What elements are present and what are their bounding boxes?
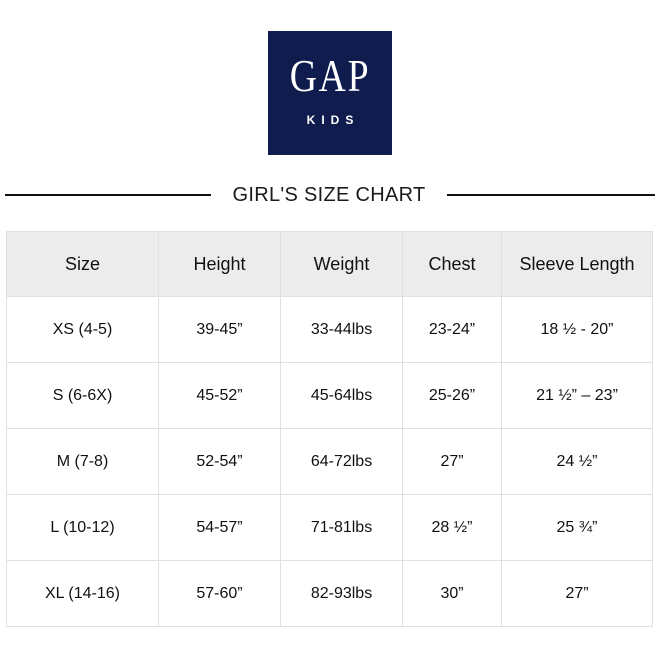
cell-size: XS (4-5): [7, 297, 159, 363]
table-header-row: [7, 232, 653, 297]
cell-chest: 27”: [403, 429, 502, 495]
header-height: Height: [159, 232, 281, 297]
page-title: GIRL'S SIZE CHART: [232, 184, 426, 206]
table-row: [7, 297, 653, 363]
gap-kids-logo: [268, 31, 392, 155]
logo-brand-text: GAP: [289, 50, 371, 101]
cell-weight: 64-72lbs: [281, 429, 403, 495]
size-chart-table: [6, 231, 653, 627]
cell-weight: 45-64lbs: [281, 363, 403, 429]
cell-height: 39-45”: [159, 297, 281, 363]
cell-sleeve-length: 27”: [502, 561, 653, 627]
logo-sub-text: KIDS: [306, 113, 360, 127]
cell-chest: 30”: [403, 561, 502, 627]
cell-size: XL (14-16): [7, 561, 159, 627]
header-size: Size: [7, 232, 159, 297]
table-row: [7, 495, 653, 561]
cell-chest: 23-24”: [403, 297, 502, 363]
cell-sleeve-length: 24 ½”: [502, 429, 653, 495]
cell-height: 52-54”: [159, 429, 281, 495]
cell-weight: 71-81lbs: [281, 495, 403, 561]
cell-weight: 33-44lbs: [281, 297, 403, 363]
header-sleeve-length: Sleeve Length: [502, 232, 653, 297]
cell-height: 57-60”: [159, 561, 281, 627]
table-row: [7, 561, 653, 627]
title-row: [0, 182, 660, 208]
cell-sleeve-length: 25 ¾”: [502, 495, 653, 561]
cell-height: 54-57”: [159, 495, 281, 561]
table-row: [7, 429, 653, 495]
cell-size: S (6-6X): [7, 363, 159, 429]
table-row: [7, 363, 653, 429]
title-divider-left: [5, 194, 211, 196]
cell-height: 45-52”: [159, 363, 281, 429]
cell-sleeve-length: 18 ½ - 20”: [502, 297, 653, 363]
cell-weight: 82-93lbs: [281, 561, 403, 627]
header-chest: Chest: [403, 232, 502, 297]
cell-sleeve-length: 21 ½” – 23”: [502, 363, 653, 429]
title-divider-right: [447, 194, 655, 196]
cell-size: L (10-12): [7, 495, 159, 561]
cell-size: M (7-8): [7, 429, 159, 495]
cell-chest: 25-26”: [403, 363, 502, 429]
cell-chest: 28 ½”: [403, 495, 502, 561]
header-weight: Weight: [281, 232, 403, 297]
